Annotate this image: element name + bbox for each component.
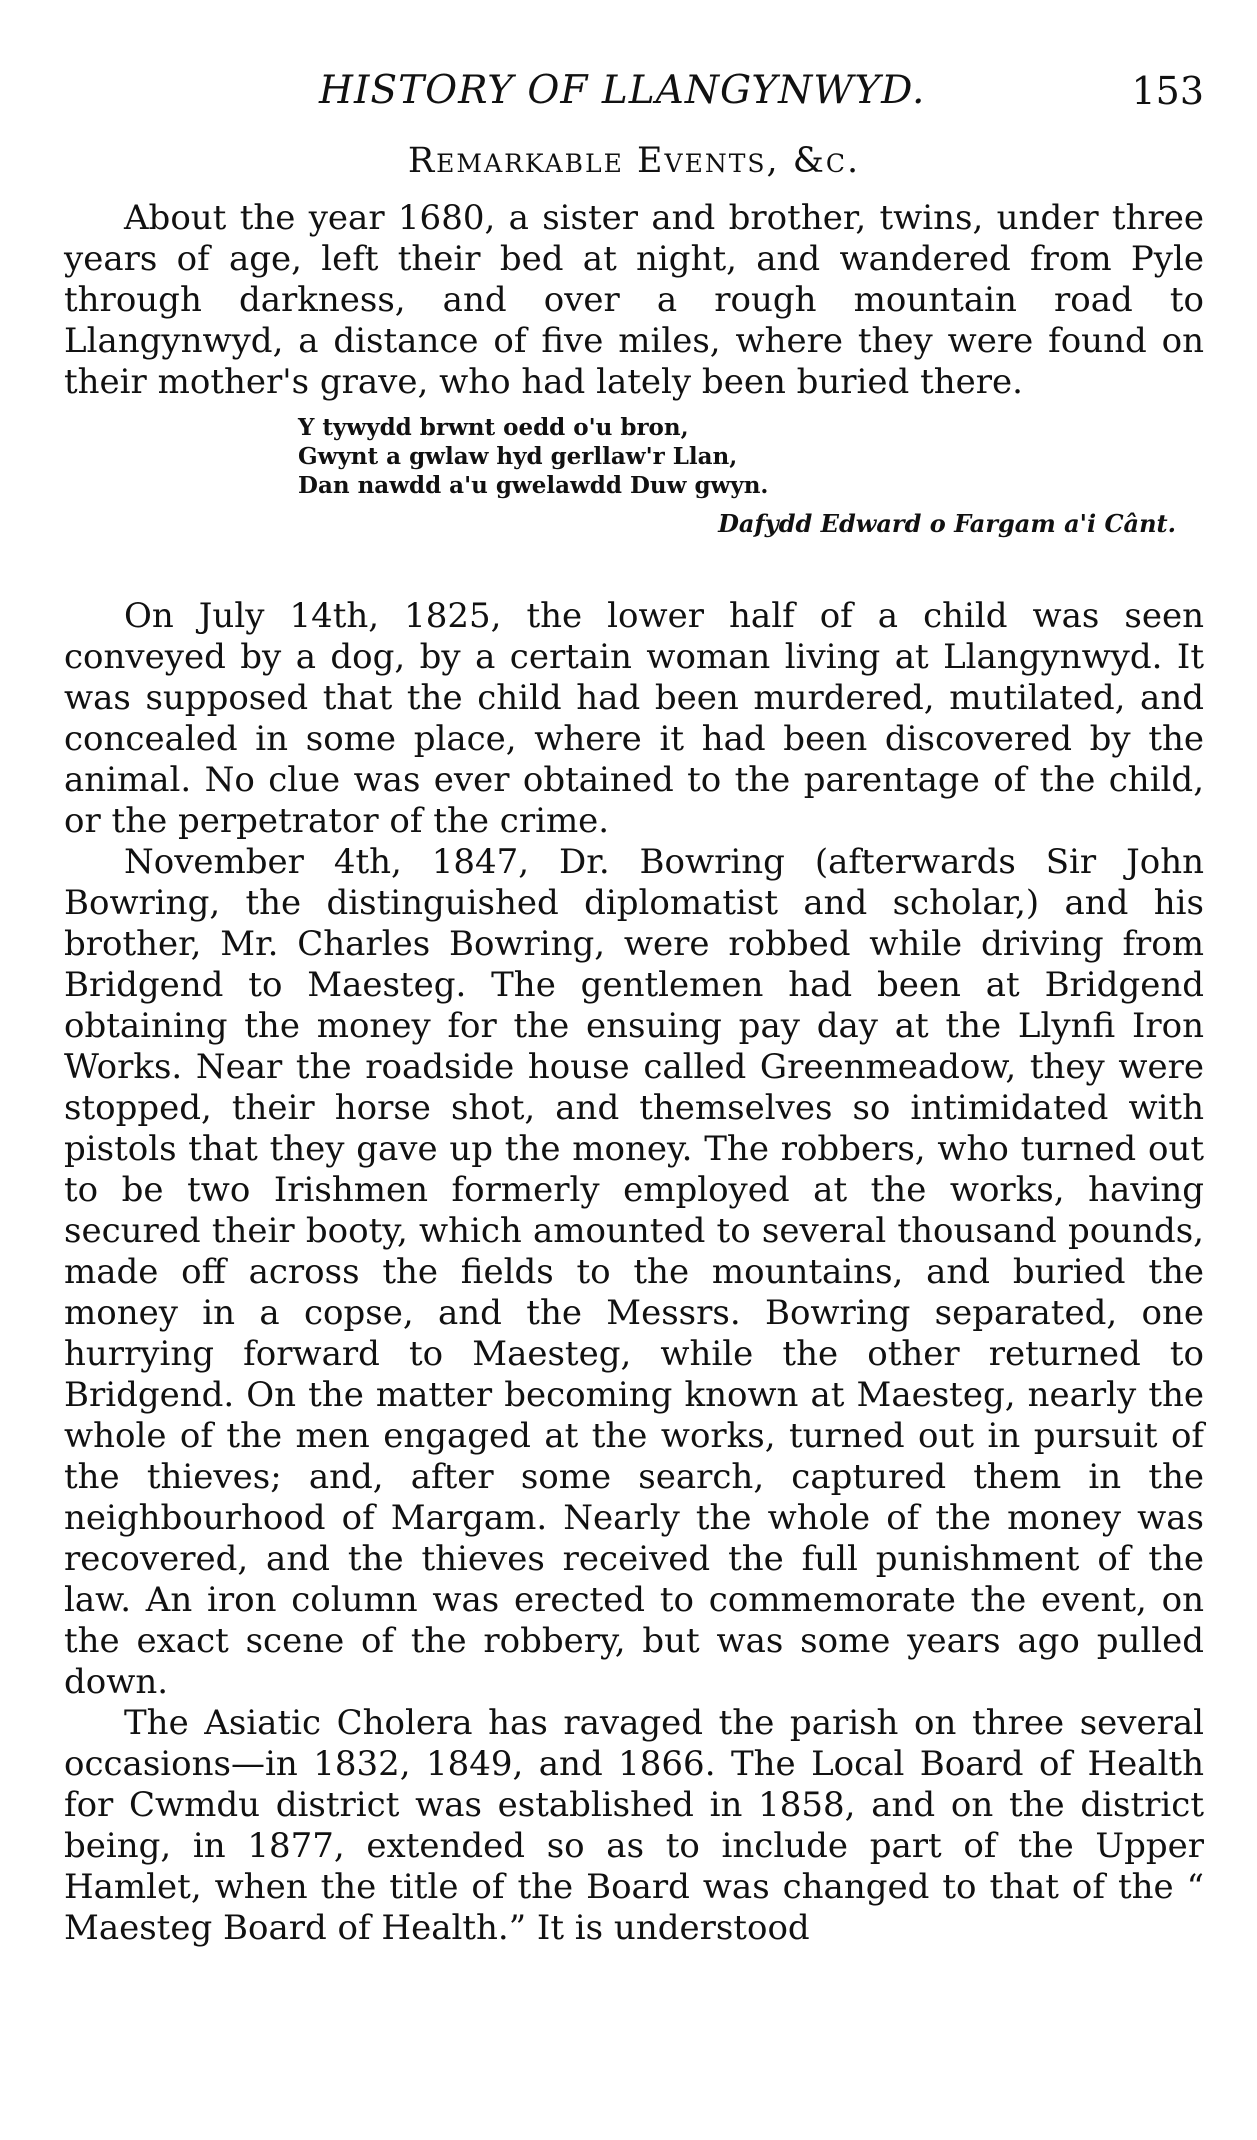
paragraph-child: On July 14th, 1825, the lower half of a child was seen conveyed by a dog, by a certain woman living at Llangynwyd. It was supposed that the child had been murdered, mutilated, and concealed in some place, where it had been discovered by the animal. No clue was ever obtained to the parentage of the child, or the perpetrator of the crime. — [64, 596, 1204, 841]
verse-line: Dan nawdd a'u gwelawdd Duw gwyn. — [298, 472, 769, 499]
paragraph-twins: About the year 1680, a sister and brother, twins, under three years of age, left their bed at night, and wandered from Pyle through darkness, and over a rough mountain road to Llangynwyd, a distance of five miles, where they were found on their mother's grave, who had lately been buried there. — [64, 198, 1204, 402]
verse-line: Y tywydd brwnt oedd o'u bron, — [298, 414, 689, 441]
body-text-upper — [64, 198, 1204, 403]
paragraph-cholera: The Asiatic Cholera has ravaged the parish on three several occasions—in 1832, 1849, and 1866. The Local Board of Health for Cwmdu district was established in 1858, and on the district being, in 1877, extended so as to include part of the Upper Hamlet, when the title of the Board was changed to that of the “ Maesteg Board of Health.” It is understood — [64, 1703, 1204, 1948]
body-text-lower — [64, 596, 1204, 1949]
welsh-verse — [298, 413, 1204, 500]
book-page — [64, 56, 1204, 1949]
section-heading: Remarkable Events, &c. — [407, 141, 861, 181]
paragraph-robbery: November 4th, 1847, Dr. Bowring (afterwards Sir John Bowring, the distinguished diplomatist and scholar,) and his brother, Mr. Charles Bowring, were robbed while driving from Bridgend to Maesteg. The gentlemen had been at Bridgend obtaining the money for the ensuing pay day at the Llynfi Iron Works. Near the roadside house called Greenmeadow, they were stopped, their horse shot, and themselves so intimidated with pistols that they gave up the money. The robbers, who turned out to be two Irishmen formerly employed at the works, having secured their booty, which amounted to several thousand pounds, made off across the fields to the mountains, and buried the money in a copse, and the Messrs. Bowring separated, one hurrying forward to Maesteg, while the other returned to Bridgend. On the matter becoming known at Maesteg, nearly the whole of the men engaged at the works, turned out in pursuit of the thieves; and, after some search, captured them in the neighbourhood of Margam. Nearly the whole of the money was recovered, and the thieves received the full punishment of the law. An iron column was erected to commemorate the event, on the exact scene of the robbery, but was some years ago pulled down. — [64, 842, 1204, 1702]
running-title: HISTORY OF LLANGYNWYD. — [319, 68, 926, 113]
verse-line: Gwynt a gwlaw hyd gerllaw'r Llan, — [298, 443, 738, 470]
running-head — [64, 56, 1204, 126]
page-number: 153 — [1131, 69, 1204, 113]
verse-attribution: Dafydd Edward o Fargam a'i Cânt. — [718, 509, 1176, 538]
